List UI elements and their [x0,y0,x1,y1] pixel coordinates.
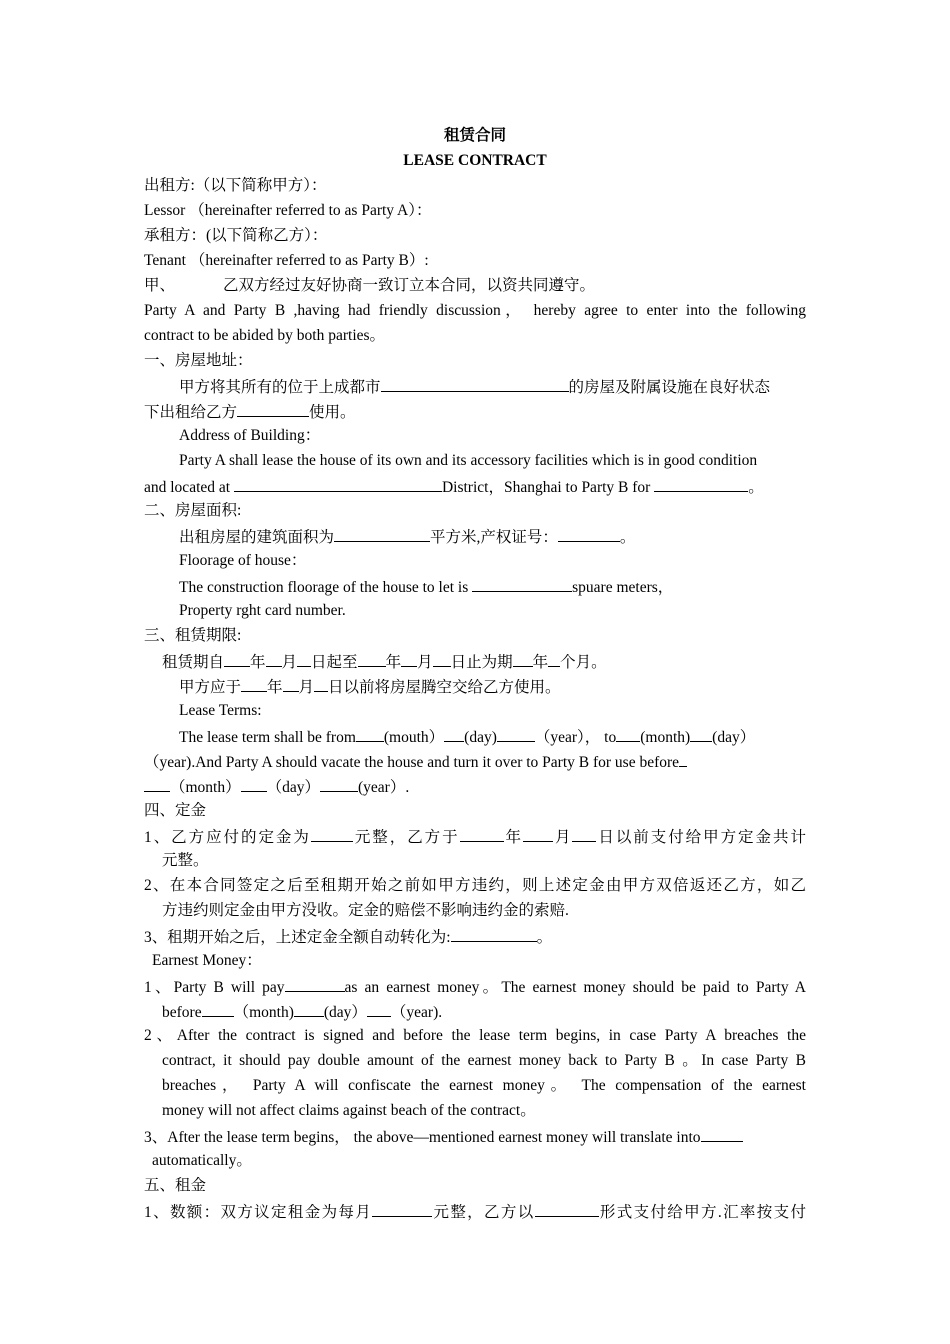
address-en-heading: Address of Building： [179,427,321,444]
blank-from-month[interactable] [356,726,384,742]
preamble-en-2: contract to be abided by both parties。 [144,327,386,344]
section-4-heading: 四、定金 [144,802,207,819]
title-english: LEASE CONTRACT [403,152,547,169]
blank-deposit-day[interactable] [572,826,596,842]
term-en-text: (day) [464,729,497,746]
blank-address[interactable] [381,376,569,392]
section-3-heading: 三、租赁期限: [144,627,242,644]
term-text: 月 [281,654,298,671]
section-1-heading: 一、房屋地址： [144,352,253,369]
term-en-text: (month) [640,729,691,746]
term-en-text: (mouth） [383,729,445,746]
blank-payment-form[interactable] [535,1201,599,1217]
rent-text: 1、数额：双方议定租金为每月 [144,1204,373,1221]
term-text: 年 [532,654,549,671]
term-en-text: (day） [712,729,756,746]
blank-start-day[interactable] [297,651,311,667]
earnest-en-2-text: before [162,1004,202,1021]
earnest-en-3: 2、After the contract is signed and before the lease term begins, in case Party A breaches the [144,1027,806,1044]
blank-from-day[interactable] [444,726,464,742]
lease-term-en-2 [144,751,806,773]
earnest-en-2-text: （month) [233,1004,294,1021]
blank-start-month[interactable] [266,651,282,667]
property-card: Property rght card number. [179,602,346,619]
earnest-en-1a: 1、Party B will pay [144,979,285,996]
rent-text: 元整，乙方以 [432,1204,535,1221]
blank-vacate-month[interactable] [283,676,299,692]
blank-deposit-amount[interactable] [311,826,353,842]
deposit-text: 月 [553,829,573,846]
term-en-2-text: （year).And Party A should vacate the house and turn it over to Party B for use before [144,754,680,771]
deposit-cn-5a: 3、租期开始之后，上述定金全额自动转化为: [144,929,451,946]
earnest-en-2 [162,1001,806,1023]
tenant-cn: 承租方：(以下简称乙方）： [144,227,328,244]
blank-years[interactable] [513,651,533,667]
rent-text: 形式支付给甲方.汇率按支付 [598,1204,806,1221]
term-text: 年 [250,654,266,671]
term-en-text: The lease term shall be from [179,729,356,746]
blank-earnest-day[interactable] [294,1001,324,1017]
blank-deposit-year[interactable] [460,826,504,842]
earnest-en-7 [144,1126,806,1148]
deposit-text: 1、乙方应付的定金为 [144,829,311,846]
earnest-en-5: breaches， Party A will confiscate the earnest money。 The compensation of the earnest [162,1077,806,1094]
blank-vacate-year-en[interactable] [320,776,358,792]
floorage-cn [179,526,806,548]
term-en-3-text: (year）. [358,779,410,796]
earnest-en-1b: as an earnest money。The earnest money should be paid to Party A [344,979,806,996]
deposit-cn-3: 2、在本合同签定之后至租期开始之前如甲方违约，则上述定金由甲方双倍返还乙方，如乙 [144,877,806,894]
deposit-cn-5b: 。 [536,929,553,946]
blank-location[interactable] [234,476,442,492]
preamble-cn [144,276,806,296]
earnest-heading: Earnest Money： [152,952,262,969]
address-en-2c: 。 [748,479,764,496]
term-text: 个月。 [560,654,607,671]
section-2-heading: 二、房屋面积: [144,502,242,519]
address-cn-2b: 使用。 [309,404,356,421]
deposit-cn-4: 方违约则定金由甲方没收。定金的赔偿不影响违约金的索赔. [162,902,569,919]
earnest-en-6: money will not affect claims against beach of the contract。 [162,1102,536,1119]
earnest-en-2-text: (day） [323,1004,367,1021]
blank-translate[interactable] [701,1126,743,1142]
blank-rent-amount[interactable] [372,1201,432,1217]
blank-certificate[interactable] [558,526,620,542]
preamble-en-1: Party A and Party B ,having had friendly discussion， hereby agree to enter into the following [144,302,806,319]
vacate-text: 日以前将房屋腾空交给乙方使用。 [328,679,561,696]
lease-term-en-1 [179,726,806,748]
blank-earnest-year[interactable] [367,1001,391,1017]
blank-to-day[interactable] [690,726,712,742]
vacate-text: 甲方应于 [179,679,242,696]
address-cn-2 [144,401,806,423]
address-cn-2a: 下出租给乙方 [144,404,238,421]
address-cn-1a: 甲方将其所有的位于上成都市 [179,379,381,396]
vacate-text: 月 [298,679,315,696]
floorage-en-heading: Floorage of house： [179,552,307,569]
earnest-en-1 [144,976,806,998]
blank-vacate-day[interactable] [314,676,328,692]
floorage-en-b: spuare meters， [572,579,674,596]
term-text: 租赁期自 [162,654,225,671]
blank-start-year[interactable] [224,651,250,667]
deposit-text: 年 [503,829,523,846]
lessor-en: Lessor （hereinafter referred to as Party A）： [144,202,432,219]
lessor-cn: 出租方:（以下简称甲方）： [144,177,327,194]
earnest-en-2-text: （year). [390,1004,443,1021]
address-cn-1b: 的房屋及附属设施在良好状态 [568,379,771,396]
term-en-3-text: （month） [170,779,241,796]
address-en-1: Party A shall lease the house of its own and its accessory facilities which is in good condition [179,452,758,469]
blank-convert[interactable] [451,926,537,942]
floorage-en-a: The construction floorage of the house to let is [179,579,473,596]
floorage-cn-c: 。 [619,529,636,546]
blank-before[interactable] [679,751,687,767]
term-en-3-text: （day） [266,779,321,796]
floorage-cn-a: 出租房屋的建筑面积为 [179,529,335,546]
earnest-en-7-text: 3、After the lease term begins， the above—mentioned earnest money will translate into [144,1129,701,1146]
deposit-text: 日以前支付给甲方定金共计 [596,829,806,846]
deposit-cn-1 [144,826,806,848]
preamble-cn-a: 甲、 [144,277,176,294]
lease-terms-heading: Lease Terms: [179,702,262,719]
tenant-en: Tenant （hereinafter referred to as Party B）: [144,252,429,269]
address-cn-1 [179,376,806,398]
blank-end-month[interactable] [401,651,417,667]
blank-earnest-month[interactable] [202,1001,234,1017]
deposit-text: 元整，乙方于 [352,829,460,846]
deposit-cn-2: 元整。 [162,852,209,869]
term-text: 年 [385,654,402,671]
term-text: 日止为期 [450,654,513,671]
blank-area-en[interactable] [472,576,572,592]
rent-cn-1 [144,1201,806,1223]
blank-months[interactable] [548,651,560,667]
deposit-cn-5 [144,926,806,948]
term-text: 日起至 [311,654,358,671]
vacate-cn [179,676,806,698]
blank-end-day[interactable] [433,651,451,667]
blank-use[interactable] [237,401,309,417]
preamble-cn-b: 乙双方经过友好协商一致订立本合同，以资共同遵守。 [223,277,596,294]
address-en-2a: and located at [144,479,234,496]
blank-purpose[interactable] [654,476,748,492]
title-chinese: 租赁合同 [443,127,506,144]
address-en-2b: District，Shanghai to Party B for [441,479,655,496]
blank-vacate-month-en[interactable] [144,776,170,792]
address-en-2 [144,476,806,498]
earnest-en-8: automatically。 [152,1152,252,1169]
blank-vacate-year[interactable] [241,676,267,692]
lease-term-cn [162,651,806,673]
earnest-en-4: contract, it should pay double amount of the earnest money back to Party B 。In case Party B [162,1052,806,1069]
floorage-cn-b: 平方米,产权证号： [430,529,558,546]
blank-earnest-amount[interactable] [285,976,345,992]
blank-to-month[interactable] [616,726,640,742]
lease-term-en-3 [144,776,806,798]
blank-end-year[interactable] [358,651,386,667]
blank-deposit-month[interactable] [523,826,553,842]
blank-vacate-day-en[interactable] [241,776,267,792]
blank-area[interactable] [334,526,430,542]
floorage-en [179,576,806,598]
term-text: 月 [417,654,433,671]
vacate-text: 年 [267,679,283,696]
section-5-heading: 五、租金 [144,1177,207,1194]
blank-from-year[interactable] [497,726,535,742]
term-en-text: （year）， to [534,729,617,746]
